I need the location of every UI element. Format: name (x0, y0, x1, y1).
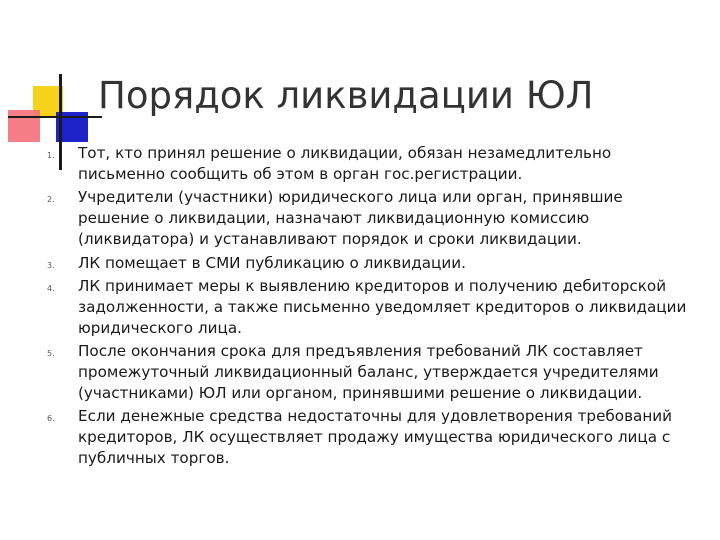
list-item (0, 143, 720, 184)
list-item (0, 187, 720, 249)
list-item-text: Если денежные средства недостаточны для удовлетворения требований кредиторов, ЛК осуществляет продажу имущества юридического лица с публичных торгов. (78, 407, 673, 467)
list-item-number: 4. (47, 284, 55, 294)
list-item-number: 2. (47, 195, 55, 205)
list-item (0, 341, 720, 403)
horizontal-line (8, 116, 102, 118)
list-item (0, 406, 720, 468)
red-square (8, 110, 40, 142)
list-item-number: 3. (47, 260, 55, 270)
list-item (0, 253, 720, 274)
list-item-number: 1. (47, 151, 55, 160)
list-item-text: ЛК помещает в СМИ публикацию о ликвидации. (78, 253, 466, 272)
list-item-text: После окончания срока для предъявления требований ЛК составляет промежуточный ликвидационный баланс, утверждается учредителями (участниками) ЮЛ или органом, принявшими решение о ликвидации. (78, 342, 659, 402)
list-item-text: ЛК принимает меры к выявлению кредиторов и получению дебиторской задолженности, а также письменно уведомляет кредиторов о ликвидации юридического лица. (78, 277, 687, 337)
list-item-text: Учредители (участники) юридического лица или орган, принявшие решение о ликвидации, назначают ликвидационную комиссию (ликвидатора) и устанавливают порядок и сроки ликвидации. (78, 188, 623, 248)
list-item-text: Тот, кто принял решение о ликвидации, обязан незамедлительно письменно сообщить об этом в орган гос.регистрации. (78, 144, 612, 183)
slide-title: Порядок ликвидации ЮЛ (98, 74, 594, 117)
list-item-number: 6. (47, 414, 55, 424)
list-item (0, 276, 720, 338)
numbered-list (0, 143, 720, 472)
list-item-number: 5. (47, 349, 55, 359)
